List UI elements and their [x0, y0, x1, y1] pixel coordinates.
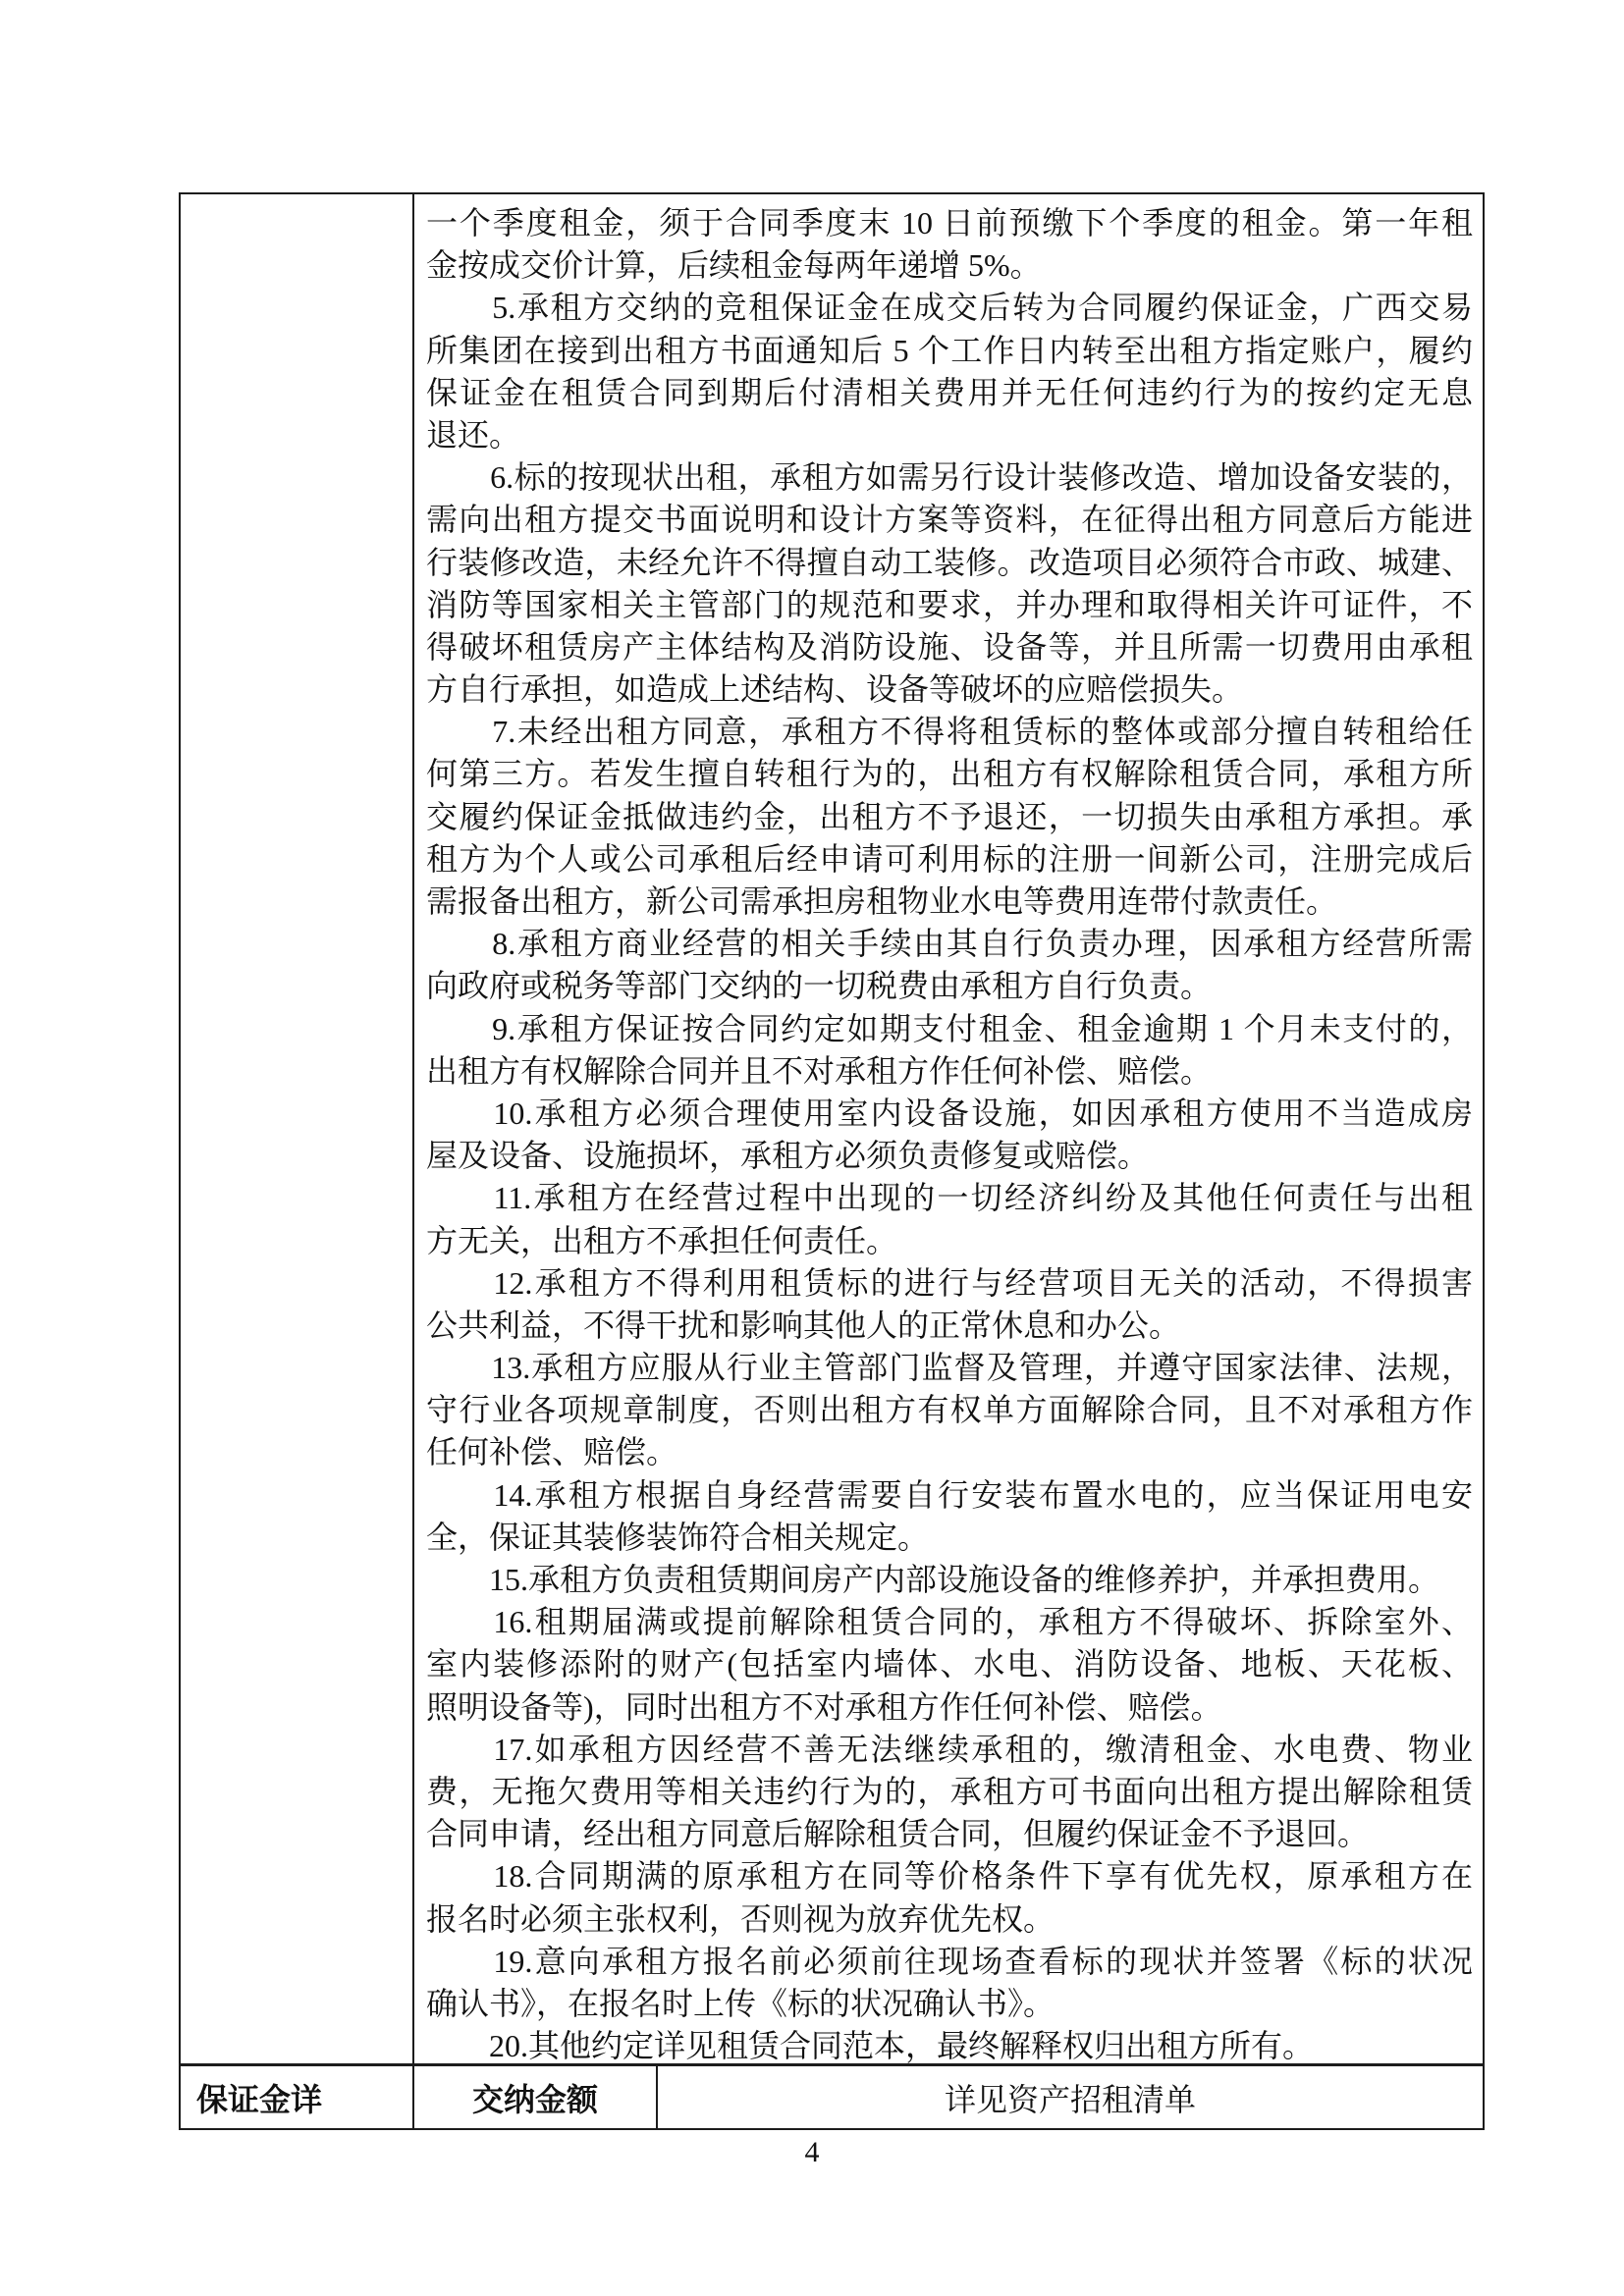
clause-line: 19.意向承租方报名前必须前往现场查看标的现状并签署《标的状况 — [426, 1943, 1473, 1979]
clause-line: 6.标的按现状出租，承租方如需另行设计装修改造、增加设备安装的， — [426, 459, 1473, 496]
clause-line: 13.承租方应服从行业主管部门监督及管理，并遵守国家法律、法规， — [426, 1350, 1473, 1386]
deposit-label-cell — [181, 2066, 414, 2128]
page-number: 4 — [804, 2136, 820, 2168]
clause-line: 行装修改造，未经允许不得擅自动工装修。改造项目必须符合市政、城建、 — [426, 544, 1473, 580]
clause-line: 11.承租方在经营过程中出现的一切经济纠纷及其他任何责任与出租 — [426, 1180, 1473, 1216]
clause-line: 方自行承担，如造成上述结构、设备等破坏的应赔偿损失。 — [426, 671, 1244, 708]
clauses-lines — [426, 202, 1473, 2063]
clause-line: 20.其他约定详见租赁合同范本，最终解释权归出租方所有。 — [426, 2028, 1315, 2063]
deposit-row — [181, 2063, 1483, 2128]
payment-amount-value-cell — [658, 2066, 1483, 2128]
clause-line: 屋及设备、设施损坏，承租方必须负责修复或赔偿。 — [426, 1138, 1150, 1174]
clause-line: 得破坏租赁房产主体结构及消防设施、设备等，并且所需一切费用由承租 — [426, 628, 1473, 665]
contract-terms-table — [179, 192, 1485, 2130]
clause-line: 保证金在租赁合同到期后付清相关费用并无任何违约行为的按约定无息 — [426, 374, 1473, 410]
clause-line: 合同申请，经出租方同意后解除租赁合同，但履约保证金不予退回。 — [426, 1816, 1370, 1852]
clause-line: 任何补偿、赔偿。 — [426, 1434, 678, 1470]
payment-amount-label-cell — [414, 2066, 658, 2128]
payment-amount-label: 交纳金额 — [471, 2081, 598, 2117]
clause-line: 需向出租方提交书面说明和设计方案等资料，在征得出租方同意后方能进 — [426, 502, 1473, 538]
clause-line: 12.承租方不得利用租赁标的进行与经营项目无关的活动，不得损害 — [426, 1264, 1473, 1301]
clause-line: 10.承租方必须合理使用室内设备设施，如因承租方使用不当造成房 — [426, 1095, 1473, 1131]
clause-line: 照明设备等)，同时出租方不对承租方作任何补偿、赔偿。 — [426, 1688, 1222, 1725]
clause-line: 14.承租方根据自身经营需要自行安装布置水电的，应当保证用电安 — [426, 1476, 1473, 1513]
clauses-cell — [414, 194, 1483, 2063]
clause-line: 守行业各项规章制度，否则出租方有权单方面解除合同，且不对承租方作 — [426, 1392, 1473, 1428]
clause-line: 18.合同期满的原承租方在同等价格条件下享有优先权，原承租方在 — [426, 1858, 1473, 1895]
clause-line: 费，无拖欠费用等相关违约行为的，承租方可书面向出租方提出解除租赁 — [426, 1773, 1473, 1809]
clause-line: 需报备出租方，新公司需承担房租物业水电等费用连带付款责任。 — [426, 883, 1338, 919]
payment-amount-value: 详见资产招租清单 — [944, 2081, 1196, 2117]
clause-line: 公共利益，不得干扰和影响其他人的正常休息和办公。 — [426, 1307, 1181, 1343]
clause-line: 金按成交价计算，后续租金每两年递增 5%。 — [426, 247, 1042, 284]
clauses-row — [181, 194, 1483, 2063]
clause-line: 消防等国家相关主管部门的规范和要求，并办理和取得相关许可证件，不 — [426, 586, 1473, 622]
clause-line: 出租方有权解除合同并且不对承租方作任何补偿、赔偿。 — [426, 1052, 1213, 1089]
clause-line: 报名时必须主张权利，否则视为放弃优先权。 — [426, 1900, 1056, 1937]
deposit-label: 保证金详 — [196, 2081, 323, 2117]
clause-line: 全，保证其装修装饰符合相关规定。 — [426, 1519, 930, 1555]
clause-line: 16.租期届满或提前解除租赁合同的，承租方不得破坏、拆除室外、 — [426, 1604, 1473, 1640]
clause-line: 何第三方。若发生擅自转租行为的，出租方有权解除租赁合同，承租方所 — [426, 756, 1473, 792]
clause-line: 15.承租方负责租赁期间房产内部设施设备的维修养护，并承担费用。 — [426, 1562, 1440, 1597]
clause-line: 一个季度租金，须于合同季度末 10 日前预缴下个季度的租金。第一年租 — [426, 205, 1473, 240]
clause-line: 退还。 — [426, 416, 521, 453]
clause-line: 向政府或税务等部门交纳的一切税费由承租方自行负责。 — [426, 968, 1213, 1004]
clause-line: 交履约保证金抵做违约金，出租方不予退还，一切损失由承租方承担。承 — [426, 798, 1473, 834]
clause-line: 室内装修添附的财产(包括室内墙体、水电、消防设备、地板、天花板、 — [426, 1646, 1473, 1682]
clause-line: 17.如承租方因经营不善无法继续承租的，缴清租金、水电费、物业 — [426, 1731, 1473, 1767]
clause-line: 7.未经出租方同意，承租方不得将租赁标的整体或部分擅自转租给任 — [426, 714, 1473, 750]
clause-line: 9.承租方保证按合同约定如期支付租金、租金逾期 1 个月未支付的， — [426, 1010, 1473, 1046]
clause-line: 8.承租方商业经营的相关手续由其自行负责办理，因承租方经营所需 — [426, 926, 1473, 962]
clause-line: 方无关，出租方不承担任何责任。 — [426, 1222, 898, 1258]
clause-line: 租方为个人或公司承租后经申请可利用标的注册一间新公司，注册完成后 — [426, 840, 1473, 877]
clause-line: 5.承租方交纳的竞租保证金在成交后转为合同履约保证金，广西交易 — [426, 290, 1473, 326]
clause-line: 所集团在接到出租方书面通知后 5 个工作日内转至出租方指定账户，履约 — [426, 332, 1473, 368]
empty-label-cell — [181, 194, 414, 2063]
clause-line: 确认书》，在报名时上传《标的状况确认书》。 — [426, 1985, 1056, 2021]
